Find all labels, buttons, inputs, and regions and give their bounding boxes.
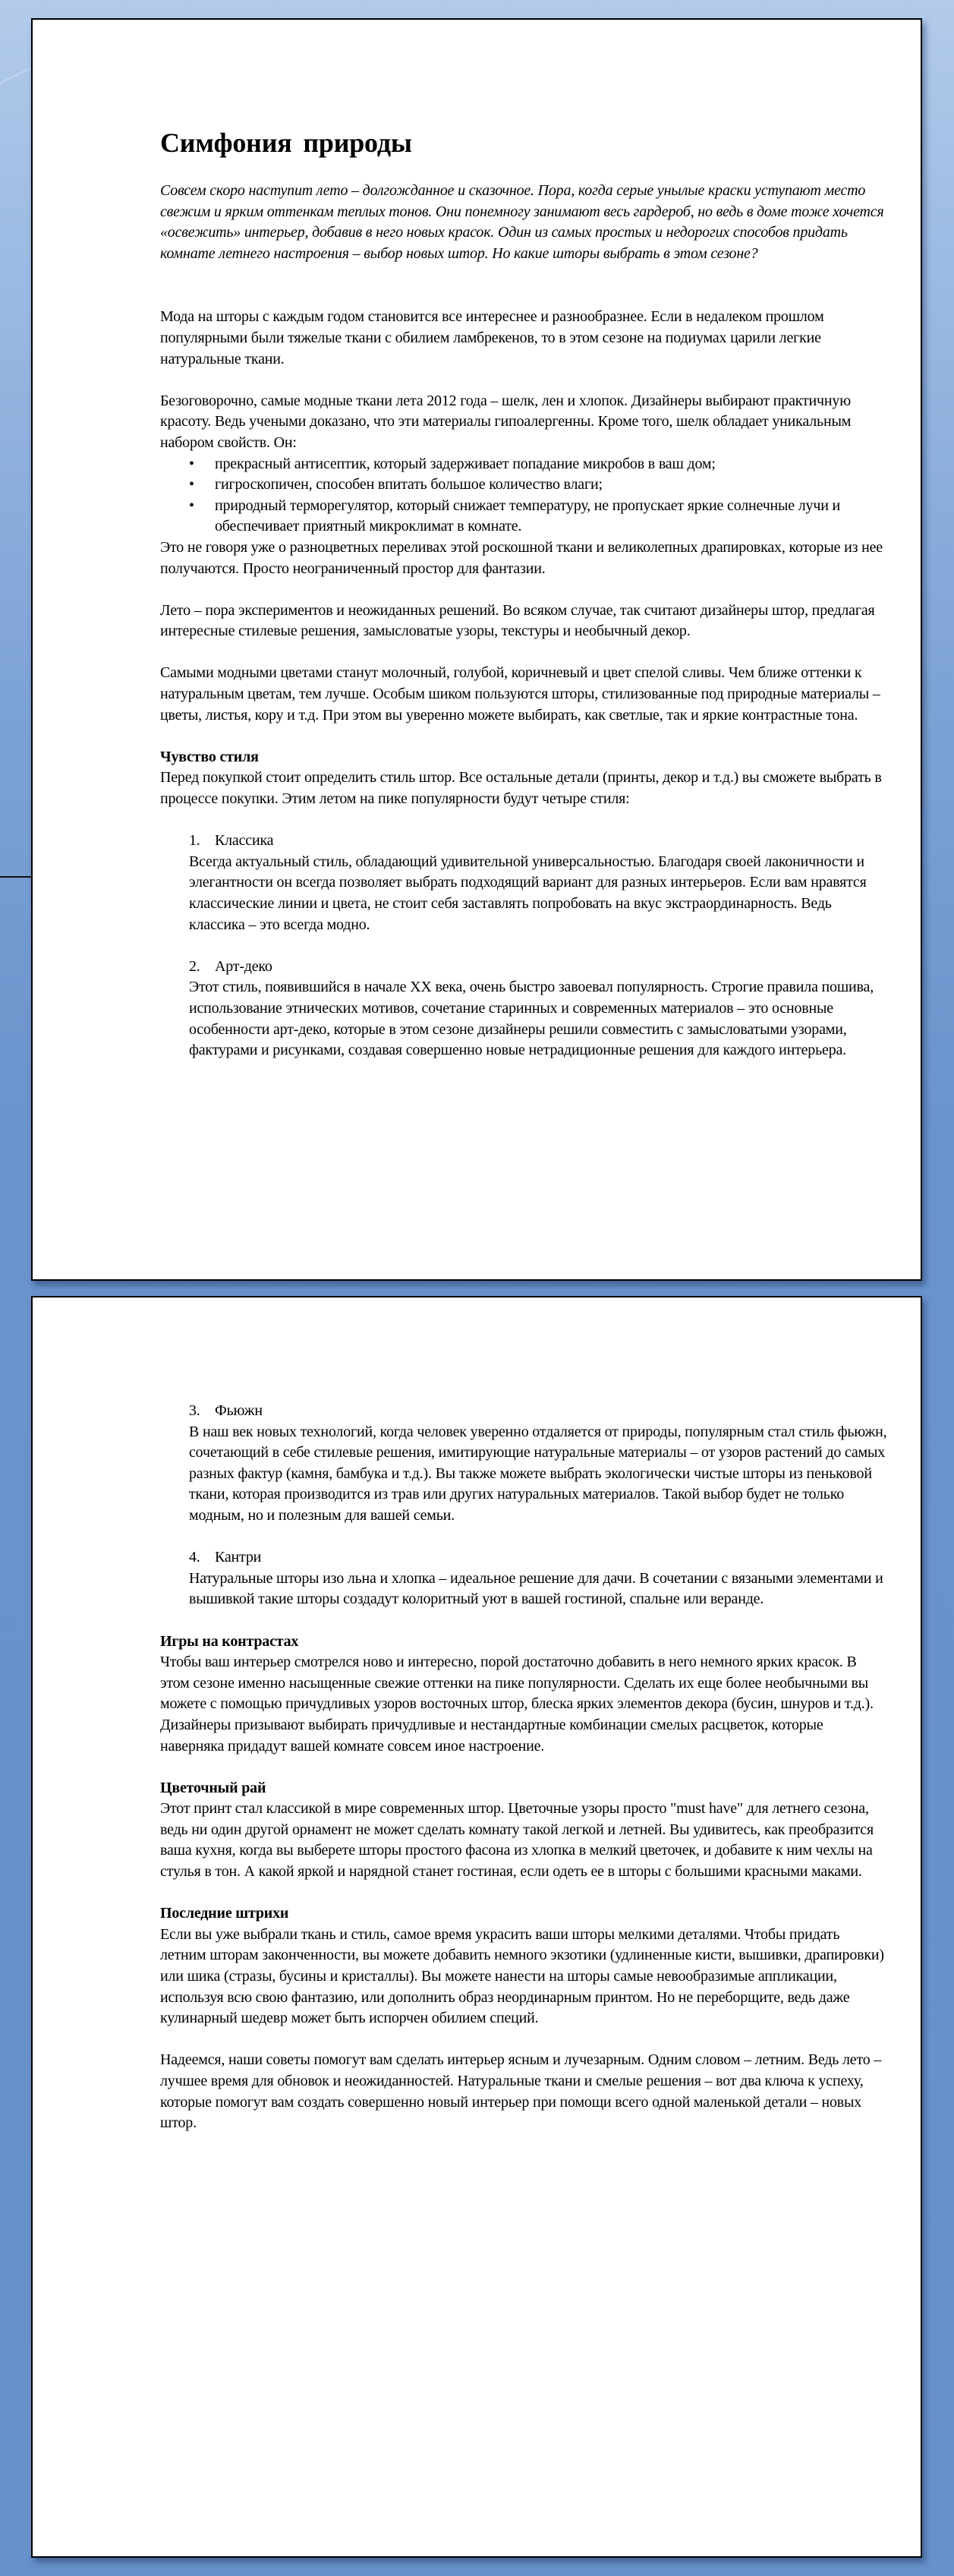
style-item-text: Этот стиль, появившийся в начале XX века, очень быстро завоевал популярность. Строгие правила пошива, использование этнических мотивов, сочетание старинных и современных материалов – это основные особенности арт-деко, которые в этом сезоне дизайнеры решили совместить с замысловатыми узорами, фактурами и рисунками, создавая совершенно новые нетрадиционные решения для каждого интерьера. [189,979,874,1059]
paragraph-gap [160,1610,889,1632]
paragraph-gap [160,642,889,664]
lead-paragraph: Совсем скоро наступит лето – долгожданное и сказочное. Пора, когда серые унылые краски уступают место свежим и ярким оттенкам теплых тонов. Они понемногу занимают весь гардероб, но ведь в доме тоже хочется «освежить» интерьер, добавив в него новых красок. Один из самых простых и недорогих способов придать комнате летнего настроения – выбор новых штор. Но какие шторы выбрать в этом сезоне? [160,182,884,262]
style-item-number: 1. [189,832,200,850]
style-item-country [189,1547,889,1610]
bullet-icon: • [189,455,194,472]
style-item-number: 4. [189,1549,200,1566]
page-1-content [160,126,889,1061]
style-item-number: 3. [189,1402,200,1419]
list-item-text: природный терморегулятор, который снижает температуру, не пропускает яркие солнечные лучи и обеспечивает приятный микроклимат в комнате. [215,497,841,535]
after-list-paragraph: Это не говоря уже о разноцветных переливах этой роскошной ткани и великолепных драпировках, которые из нее получаются. Просто неограниченный простор для фантазии. [160,538,883,577]
document-page-1[interactable] [31,18,922,1281]
style-item-text: Натуральные шторы изо льна и хлопка – идеальное решение для дачи. В сочетании с вязаными элементами и вышивкой такие шторы создадут колоритный уют в вашей гостиной, спальне или веранде. [189,1569,883,1608]
style-item-name: Фьюжн [215,1402,263,1419]
style-item-title [189,1547,889,1569]
conclusion-paragraph: Надеемся, наши советы помогут вам сделать интерьер ясным и лучезарным. Одним словом – летним. Ведь лето – лучшее время для обновок и неожиданностей. Натуральные ткани и смелые решения – вот два ключа к успеху, которые помогут вам создать совершенно новый интерьер при помощи всего одной маленькой детали – новых штор. [160,2051,882,2132]
section-heading-finishing: Последние штрихи [160,1905,289,1922]
silk-properties-list [160,454,889,538]
style-item-text: Всегда актуальный стиль, обладающий удивительной универсальностью. Благодаря своей лаконичности и элегантности он всегда позволяет выбрать подходящий вариант для разных интерьеров. Если вам нравятся классические линии и цвета, не стоит себя заставлять попробовать на вкус экстраординарность. Ведь классика – это всегда модно. [189,853,867,933]
bullet-icon: • [189,476,194,493]
page-2-content [160,1401,889,2134]
style-item-name: Арт-деко [215,957,272,975]
list-item-text: прекрасный антисептик, который задерживает попадание микробов в ваш дом; [215,455,716,472]
style-item-classic [189,831,889,935]
section-heading-contrast: Игры на контрастах [160,1632,299,1650]
style-intro-paragraph: Перед покупкой стоит определить стиль штор. Все остальные детали (принты, декор и т.д.) вы сможете выбрать в процессе покупки. Этим летом на пике популярности будут четыре стиля: [160,769,882,808]
document-page-2[interactable] [31,1296,922,2558]
style-item-title [189,831,889,852]
margin-marker [0,876,32,878]
section-heading-style: Чувство стиля [160,748,259,765]
section-heading-floral: Цветочный рай [160,1779,266,1796]
paragraph-gap [160,810,889,831]
paragraph-gap [160,1527,889,1548]
list-item [160,454,889,475]
paragraph-gap [160,726,889,747]
style-item-name: Кантри [215,1549,262,1566]
paragraph-gap [160,579,889,601]
document-title: Симфония природы [160,128,412,158]
paragraph-gap [160,935,889,957]
style-item-fusion [189,1401,889,1527]
style-item-title [189,957,889,978]
intro-paragraph-2: Безоговорочно, самые модные ткани лета 2012 года – шелк, лен и хлопок. Дизайнеры выбирают практичную красоту. Ведь учеными доказано, что эти материалы гипоалергенны. Кроме того, шелк обладает уникальным набором свойств. Он: [160,392,852,451]
paragraph-gap [160,1757,889,1778]
style-item-title [189,1401,889,1422]
list-item [160,475,889,496]
style-item-art-deco [189,957,889,1061]
contrast-paragraph: Чтобы ваш интерьер смотрелся ново и интересно, порой достаточно добавить в него немного ярких красок. В этом сезоне именно насыщенные свежие оттенки на пике популярности. Сделать их еще более необычными вы можете с помощью причудливых узоров восточных штор, блеска ярких элементов декора (бусин, шнуров и т.д.). Дизайнеры призывают выбирать причудливые и нестандартные комбинации смелых расцветок, которые наверняка придадут вашей комнате совсем иное настроение. [160,1654,874,1755]
floral-paragraph: Этот принт стал классикой в мире современных штор. Цветочные узоры просто "must have" для летнего сезона, ведь ни один другой орнамент не может сделать комнату такой легкой и летней. Вы удивитесь, как преобразится ваша кухня, когда вы выберете шторы простого фасона из хлопка в мелкий цветочек, и добавите к ним чехлы на стулья в тон. А какой яркой и нарядной станет гостиная, если одеть ее в шторы с большими красными маками. [160,1800,874,1881]
summer-paragraph: Лето – пора экспериментов и неожиданных решений. Во всяком случае, так считают дизайнеры штор, предлагая интересные стилевые решения, замысловатые узоры, текстуры и необычный декор. [160,601,875,640]
finishing-paragraph: Если вы уже выбрали ткань и стиль, самое время украсить ваши шторы мелкими деталями. Чтобы придать летним шторам законченности, вы можете добавить немного экзотики (удлиненные кисти, вышивки, драпировки) или шика (стразы, бусины и кристаллы). Вы можете нанести на шторы самые невообразимые аппликации, используя всю свою фантазию, или дополнить образ неординарным принтом. Но не переборщите, ведь даже кулинарный шедевр может быть испорчен обилием специй. [160,1925,884,2027]
bullet-icon: • [189,497,194,514]
style-item-text: В наш век новых технологий, когда человек уверенно отдаляется от природы, популярным стал стиль фьюжн, сочетающий в себе стилевые решения, имитирующие натуральные материалы – от узоров растений до самых разных фактур (камня, бамбука и т.д.). Вы также можете выбрать экологически чистые шторы из пеньковой ткани, которая производится из трав или других натуральных материалов. Такой выбор будет не только модным, но и полезным для вашей семьи. [189,1423,887,1524]
list-item [160,496,889,538]
style-item-name: Классика [215,832,274,850]
intro-paragraph-1: Мода на шторы с каждым годом становится все интереснее и разнообразнее. Если в недалеком прошлом популярными были тяжелые ткани с обилием ламбрекенов, то в этом сезоне на подиумах царили легкие натуральные ткани. [160,308,824,367]
list-item-text: гигроскопичен, способен впитать большое количество влаги; [215,476,603,493]
colors-paragraph: Самыми модными цветами станут молочный, голубой, коричневый и цвет спелой сливы. Чем ближе оттенки к натуральным цветам, тем лучше. Особым шиком пользуются шторы, стилизованные под природные материалы – цветы, листья, кору и т.д. При этом вы уверенно можете выбирать, как светлые, так и яркие контрастные тона. [160,664,880,724]
style-item-number: 2. [189,957,200,975]
paragraph-gap [160,370,889,391]
paragraph-gap [160,1883,889,1904]
paragraph-gap [160,2029,889,2051]
